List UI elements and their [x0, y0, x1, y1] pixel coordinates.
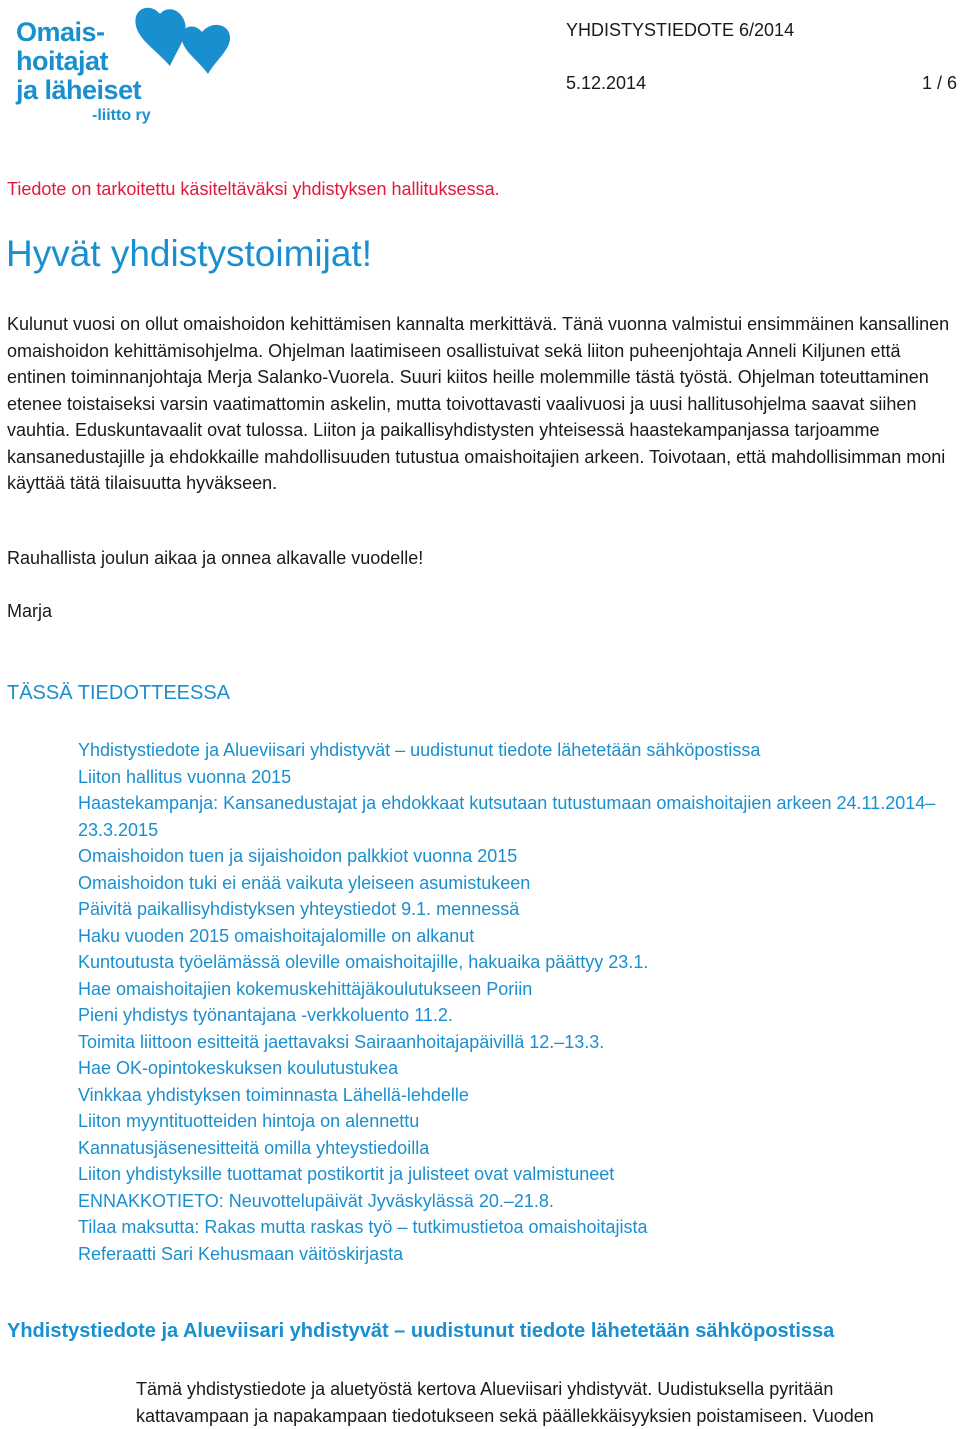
- greeting-heading: Hyvät yhdistystoimijat!: [6, 233, 372, 274]
- signature: Marja: [7, 601, 53, 621]
- closing-paragraph: Rauhallista joulun aikaa ja onnea alkavalle vuodelle!: [7, 548, 424, 568]
- toc-link[interactable]: Haastekampanja: Kansanedustajat ja ehdokkaat kutsutaan tutustumaan omaishoitajien arkeen 24.11.2014–23.3.2015: [78, 793, 936, 840]
- toc-link[interactable]: Omaishoidon tuen ja sijaishoidon palkkiot vuonna 2015: [78, 846, 518, 866]
- intro-paragraph: Kulunut vuosi on ollut omaishoidon kehittämisen kannalta merkittävä. Tänä vuonna valmistui ensimmäinen kansallinen omaishoidon kehittämisohjelma. Ohjelman laatimiseen osallistuivat sekä liiton puheenjohtaja Anneli Kiljunen että entinen toiminnanjohtaja Merja Salanko-Vuorela. Suuri kiitos heille molemmille tästä työstä. Ohjelman toteuttaminen etenee toistaiseksi varsin vaatimattomin askelin, mutta toivottavasti vaalivuosi ja uusi hallitusohjelma saavat siihen vauhtia. Eduskuntavaalit ovat tulossa. Liiton ja paikallisyhdistysten yhteisessä haastekampanjassa tarjoamme kansanedustajille ja ehdokkaille mahdollisuuden tutustua omaishoitajien arkeen. Toivotaan, että mahdollisimman moni käyttää tätä tilaisuutta hyväkseen.: [7, 314, 950, 493]
- toc-link[interactable]: Omaishoidon tuki ei enää vaikuta yleiseen asumistukeen: [78, 872, 531, 893]
- logo-text-line-2: hoitajat: [16, 46, 109, 76]
- toc-link[interactable]: Päivitä paikallisyhdistyksen yhteystiedot 9.1. mennessä: [78, 899, 520, 919]
- toc-link[interactable]: Liiton yhdistyksille tuottamat postikortit ja julisteet ovat valmistuneet: [78, 1164, 615, 1184]
- toc-link[interactable]: Liiton myyntituotteiden hintoja on alennettu: [78, 1111, 420, 1131]
- notice-text: Tiedote on tarkoitettu käsiteltäväksi yhdistyksen hallituksessa.: [7, 179, 500, 199]
- toc-heading: TÄSSÄ TIEDOTTEESSA: [7, 682, 231, 704]
- bulletin-title: YHDISTYSTIEDOTE 6/2014: [566, 20, 795, 40]
- section-body: Tämä yhdistystiedote ja aluetyöstä kertova Alueviisari yhdistyvät. Uudistuksella pyritään kattavampaan ja napakampaan tiedotukseen sekä päällekkäisyyksien poistamiseen. Vuoden: [136, 1379, 874, 1426]
- logo-text-line-3: ja läheiset: [16, 75, 142, 105]
- toc-link[interactable]: Yhdistystiedote ja Alueviisari yhdistyvät – uudistunut tiedote lähetetään sähköpostissa: [78, 740, 761, 760]
- toc-link[interactable]: Haku vuoden 2015 omaishoitajalomille on alkanut: [78, 925, 475, 946]
- toc-link[interactable]: Kuntoutusta työelämässä oleville omaishoitajille, hakuaika päättyy 23.1.: [78, 952, 649, 972]
- toc-link[interactable]: Liiton hallitus vuonna 2015: [78, 766, 292, 787]
- toc-link[interactable]: ENNAKKOTIETO: Neuvottelupäivät Jyväskylässä 20.–21.8.: [78, 1190, 554, 1211]
- toc-link[interactable]: Tilaa maksutta: Rakas mutta raskas työ – tutkimustietoa omaishoitajista: [78, 1217, 648, 1237]
- toc-link[interactable]: Hae omaishoitajien kokemuskehittäjäkoulutukseen Poriin: [78, 978, 533, 999]
- toc-link[interactable]: Toimita liittoon esitteitä jaettavaksi Sairaanhoitajapäivillä 12.–13.3.: [78, 1031, 605, 1052]
- logo-text-line-4: -liitto ry: [92, 107, 151, 124]
- table-of-contents: [78, 737, 948, 1267]
- section-heading: Yhdistystiedote ja Alueviisari yhdistyvät – uudistunut tiedote lähetetään sähköpostissa: [7, 1320, 835, 1342]
- page-number: 1 / 6: [921, 73, 957, 93]
- logo-text-line-1: Omais-: [16, 17, 105, 47]
- toc-link[interactable]: Vinkkaa yhdistyksen toiminnasta Lähellä-lehdelle: [78, 1084, 469, 1105]
- toc-link[interactable]: Kannatusjäsenesitteitä omilla yhteystiedoilla: [78, 1137, 430, 1158]
- toc-link[interactable]: Hae OK-opintokeskuksen koulutustukea: [78, 1058, 399, 1078]
- bulletin-date: 5.12.2014: [566, 73, 647, 93]
- toc-link[interactable]: Referaatti Sari Kehusmaan väitöskirjasta: [78, 1243, 404, 1264]
- toc-link[interactable]: Pieni yhdistys työnantajana -verkkoluento 11.2.: [78, 1005, 453, 1025]
- logo: [16, 4, 226, 132]
